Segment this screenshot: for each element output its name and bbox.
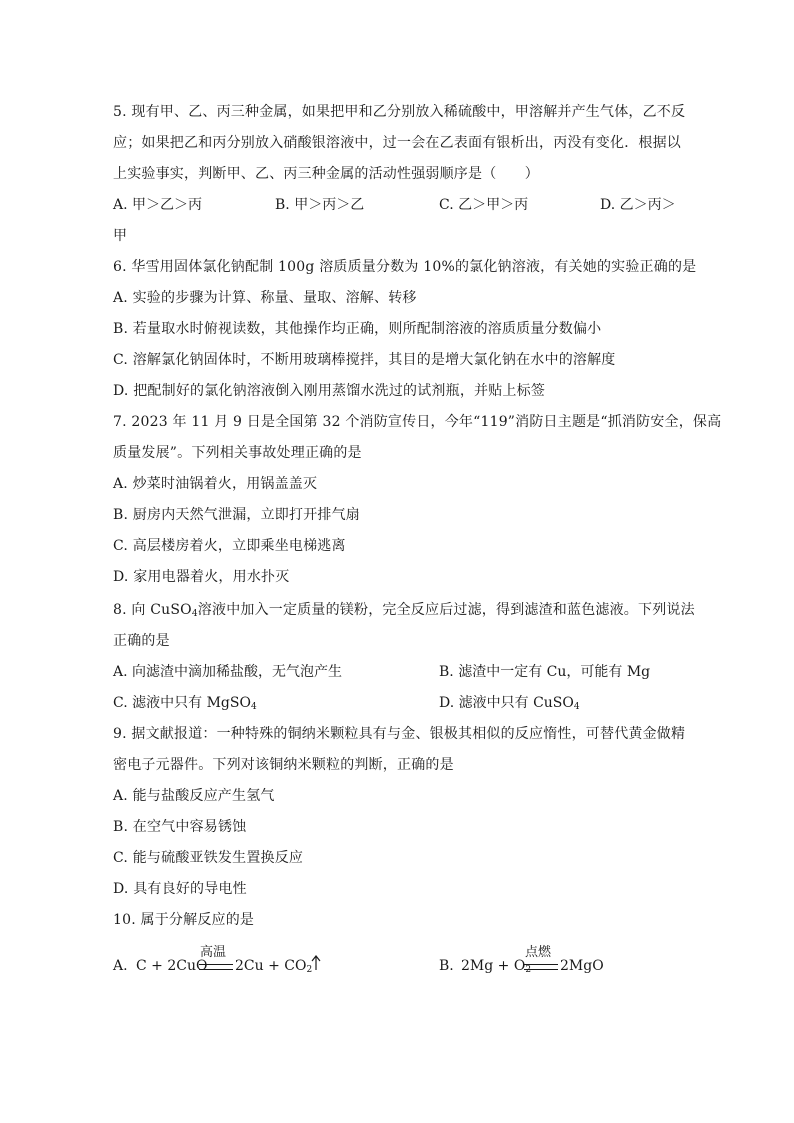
q8-option-d-sub: 4 bbox=[573, 702, 580, 712]
q5-option-b: B. 甲＞丙＞乙 bbox=[275, 197, 365, 213]
q10-option-b-condition: 点燃 bbox=[525, 945, 552, 960]
q10-option-b-equals-sign bbox=[524, 964, 558, 970]
q7-stem-line2: 质量发展”。下列相关事故处理正确的是 bbox=[113, 445, 362, 461]
q9-option-c: C. 能与硫酸亚铁发生置换反应 bbox=[113, 850, 304, 866]
q9-option-b: B. 在空气中容易锈蚀 bbox=[113, 819, 247, 835]
q9-stem-line2: 密电子元器件。下列对该铜纳米颗粒的判断，正确的是 bbox=[113, 757, 454, 773]
q8-stem-sub: 4 bbox=[191, 609, 198, 619]
q5-option-d-wrap: 甲 bbox=[113, 228, 127, 244]
q8-stem-line2: 正确的是 bbox=[113, 633, 170, 649]
q10-option-b-products: 2MgO bbox=[560, 958, 604, 974]
q7-option-b: B. 厨房内天然气泄漏，立即打开排气扇 bbox=[113, 507, 360, 523]
q5-stem-line3: 上实验事实，判断甲、乙、丙三种金属的活动性强弱顺序是（ ） bbox=[113, 166, 539, 182]
q8-stem-post: 溶液中加入一定质量的镁粉，完全反应后过滤，得到滤渣和蓝色滤液。下列说法 bbox=[197, 602, 695, 618]
q6-option-c: C. 溶解氯化钠固体时，不断用玻璃棒搅拌，其目的是增大氯化钠在水中的溶解度 bbox=[113, 352, 616, 368]
q10-option-a-equals-sign bbox=[199, 964, 233, 970]
q10-option-a-products-sub: 2 bbox=[306, 965, 313, 975]
q8-option-c-sub: 4 bbox=[250, 702, 257, 712]
q5-stem-line1: 5. 现有甲、乙、丙三种金属，如果把甲和乙分别放入稀硫酸中，甲溶解并产生气体，乙不反 bbox=[113, 104, 686, 120]
q8-stem-pre: 8. 向 CuSO bbox=[113, 602, 192, 618]
q8-option-d bbox=[439, 693, 580, 713]
q10-option-b-reactants bbox=[461, 958, 531, 974]
q10-option-b-reactants-text: 2Mg + O bbox=[461, 958, 526, 974]
q8-option-b: B. 滤渣中一定有 Cu，可能有 Mg bbox=[439, 664, 651, 680]
q6-option-a: A. 实验的步骤为计算、称量、量取、溶解、转移 bbox=[113, 290, 417, 306]
q5-stem-line2: 应；如果把乙和丙分别放入硝酸银溶液中，过一会在乙表面有银析出，丙没有变化．根据以 bbox=[113, 135, 681, 151]
q10-option-a-condition: 高温 bbox=[200, 945, 227, 960]
q6-option-b: B. 若量取水时俯视读数，其他操作均正确，则所配制溶液的溶质质量分数偏小 bbox=[113, 321, 602, 337]
q7-option-d: D. 家用电器着火，用水扑灭 bbox=[113, 569, 290, 585]
q6-stem: 6. 华雪用固体氯化钠配制 100g 溶质质量分数为 10%的氯化钠溶液，有关她的实验正确的是 bbox=[113, 259, 697, 275]
q8-option-d-text: D. 滤液中只有 CuSO bbox=[439, 695, 574, 711]
q6-option-d: D. 把配制好的氯化钠溶液倒入刚用蒸馏水洗过的试剂瓶，并贴上标签 bbox=[113, 383, 546, 399]
q7-stem-line1: 7. 2023 年 11 月 9 日是全国第 32 个消防宣传日，今年“119”消防日主题是“抓消防安全，保高 bbox=[113, 414, 722, 430]
q9-stem-line1: 9. 据文献报道：一种特殊的铜纳米颗粒具有与金、银极其相似的反应惰性，可替代黄金做精 bbox=[113, 726, 686, 742]
q10-option-a-reactants: C + 2CuO bbox=[136, 958, 208, 974]
q10-option-b-reactants-sub: 2 bbox=[525, 965, 532, 975]
q10-option-a-label: A. bbox=[113, 958, 128, 974]
q8-option-a: A. 向滤渣中滴加稀盐酸，无气泡产生 bbox=[113, 664, 343, 680]
q8-option-c-text: C. 滤液中只有 MgSO bbox=[113, 695, 251, 711]
q10-option-a-products bbox=[235, 958, 312, 974]
q9-option-a: A. 能与盐酸反应产生氢气 bbox=[113, 788, 275, 804]
q7-option-c: C. 高层楼房着火，立即乘坐电梯逃离 bbox=[113, 538, 346, 554]
q5-option-d: D. 乙＞丙＞ bbox=[600, 197, 676, 213]
q5-option-c: C. 乙＞甲＞丙 bbox=[439, 197, 529, 213]
q10-option-a-products-text: 2Cu + CO bbox=[235, 958, 307, 974]
gas-arrow-icon bbox=[311, 955, 321, 971]
q9-option-d: D. 具有良好的导电性 bbox=[113, 881, 247, 897]
q5-option-a: A. 甲＞乙＞丙 bbox=[113, 197, 203, 213]
q8-stem-line1 bbox=[113, 600, 695, 620]
q10-option-b-label: B. bbox=[439, 958, 454, 974]
q8-option-c bbox=[113, 693, 257, 713]
q10-stem: 10. 属于分解反应的是 bbox=[113, 912, 255, 928]
q7-option-a: A. 炒菜时油锅着火，用锅盖盖灭 bbox=[113, 476, 318, 492]
